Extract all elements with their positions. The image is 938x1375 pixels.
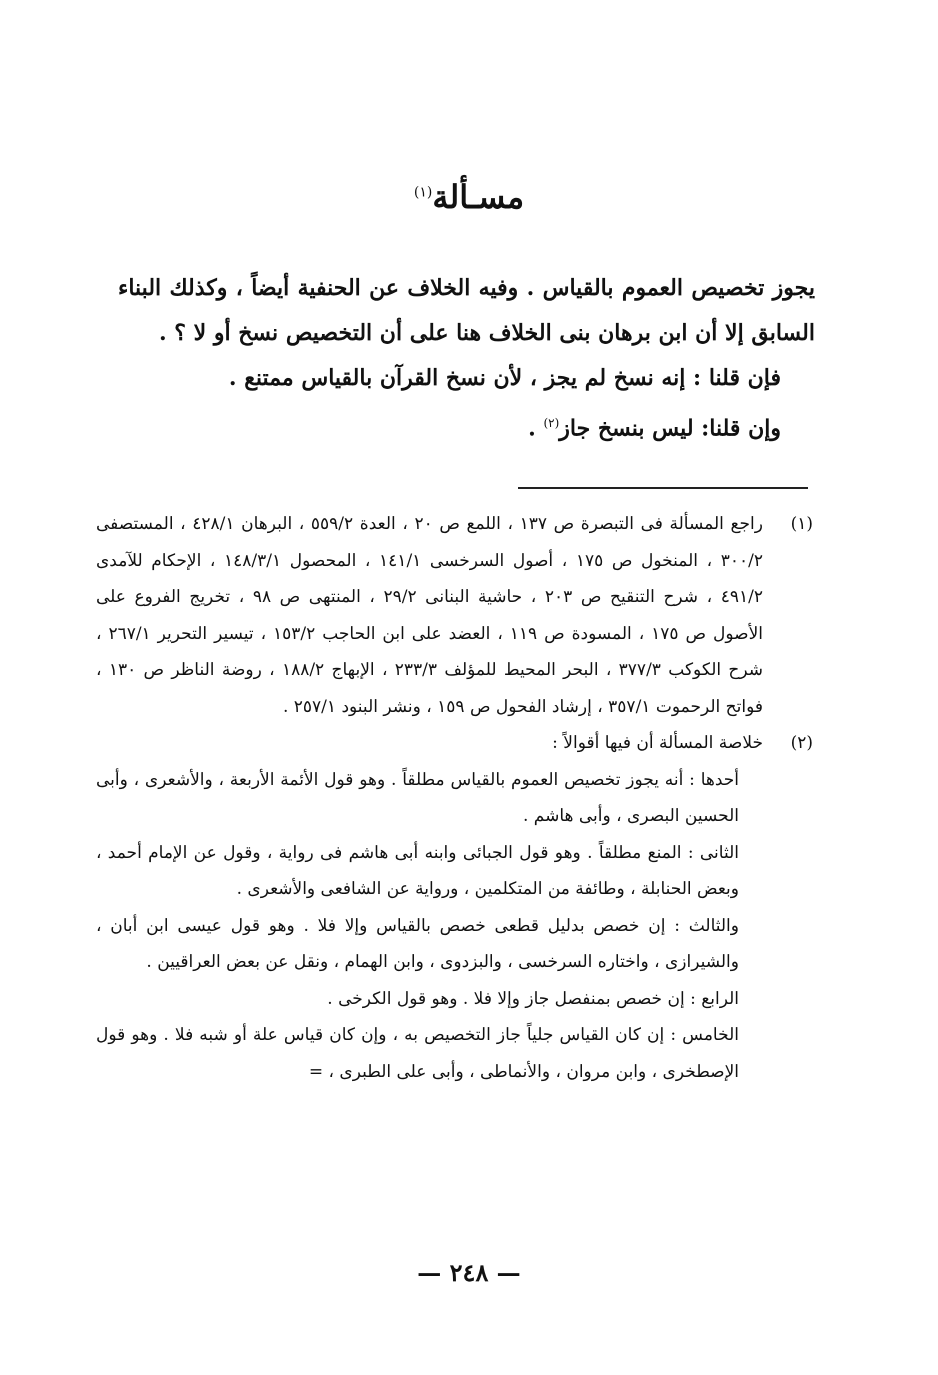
paragraph-3-end: . [528, 415, 544, 442]
footnote-2 [96, 725, 813, 1090]
footnotes [96, 506, 813, 1090]
section-title [0, 178, 938, 216]
paragraph-1: يجوز تخصيص العموم بالقياس . وفيه الخلاف عن الحنفية أيضاً ، وكذلك البناء السابق إلا أن ابن برهان بنى الخلاف هنا على أن التخصيص نسخ أو لا ؟ . [118, 275, 815, 346]
title-footnote-ref: (١) [413, 184, 433, 201]
title-text: مسـألة [432, 178, 525, 216]
footnote-1-body [96, 506, 763, 725]
footnote-2-opinion-2: الثانى : المنع مطلقاً . وهو قول الجبائى وابنه أبى هاشم فى رواية ، وقول عن الإمام أحمد ، وبعض الحنابلة ، وطائفة من المتكلمين ، ورواية عن الشافعى والأشعرى . [96, 842, 739, 899]
footnote-2-number: (٢) [790, 733, 813, 753]
footnote-divider [518, 487, 808, 489]
footnote-2-opinion-4: الرابع : إن خصص بمنفصل جاز وإلا فلا . وهو قول الكرخى . [327, 988, 739, 1009]
footnote-1-paragraph: راجع المسألة فى التبصرة ص ١٣٧ ، اللمع ص ٢٠ ، العدة ٥٥٩/٢ ، البرهان ٤٢٨/١ ، المستصفى ٣٠٠/٢ ، المنخول ص ١٧٥ ، أصول السرخسى ١٤١/١ ، المحصول ١٤٨/٣/١ ، الإحكام للآمدى ٤٩١/٢ ، شرح التنقيح ص ٢٠٣ ، حاشية البنانى ٢٩/٢ ، المنتهى ص ٩٨ ، تخريج الفروع على الأصول ص ١٧٥ ، المسودة ص ١١٩ ، العضد على ابن الحاجب ١٥٣/٢ ، تيسير التحرير ٢٦٧/١ ، شرح الكوكب ٣٧٧/٣ ، البحر المحيط للمؤلف ٢٣٣/٣ ، الإبهاج ١٨٨/٢ ، روضة الناظر ص ١٣٠ ، فواتح الرحموت ٣٥٧/١ ، إرشاد الفحول ص ١٥٩ ، ونشر البنود ٢٥٧/١ . [96, 514, 764, 717]
main-text [118, 266, 815, 451]
footnote-2-intro: خلاصة المسألة أن فيها أقوالاً : [552, 733, 763, 753]
footnote-2-opinion-5: الخامس : إن كان القياس جلياً جاز التخصيص به ، وإن كان قياس علة أو شبه فلا . وهو قول الإصطخرى ، وابن مروان ، والأنماطى ، وأبى على الطبرى ، = [96, 1025, 739, 1082]
paragraph-3-text: وإن قلنا: ليس بنسخ جاز [559, 415, 781, 442]
footnote-1-number: (١) [790, 514, 813, 534]
footnote-2-opinion-1: أحدها : أنه يجوز تخصيص العموم بالقياس مطلقاً . وهو قول الأئمة الأربعة ، والأشعرى ، وأبى الحسين البصرى ، وأبى هاشم . [96, 769, 739, 826]
footnote-2-body [96, 725, 763, 1090]
footnote-1 [96, 506, 813, 725]
page-number: — ٢٤٨ — [417, 1258, 521, 1287]
footnote-2-opinion-3: والثالث : إن خصص بدليل قطعى خصص بالقياس وإلا فلا . وهو قول عيسى ابن أبان ، والشيرازى ، واختاره السرخسى ، والبزدوى ، وابن الهمام ، ونقل عن بعض العراقيين . [96, 915, 739, 972]
paragraph-2: فإن قلنا : إنه نسخ لم يجز ، لأن نسخ القرآن بالقياس ممتنع . [228, 365, 781, 391]
paragraph-3 [118, 401, 815, 451]
paragraph-3-footnote-ref: (٢) [543, 416, 560, 430]
